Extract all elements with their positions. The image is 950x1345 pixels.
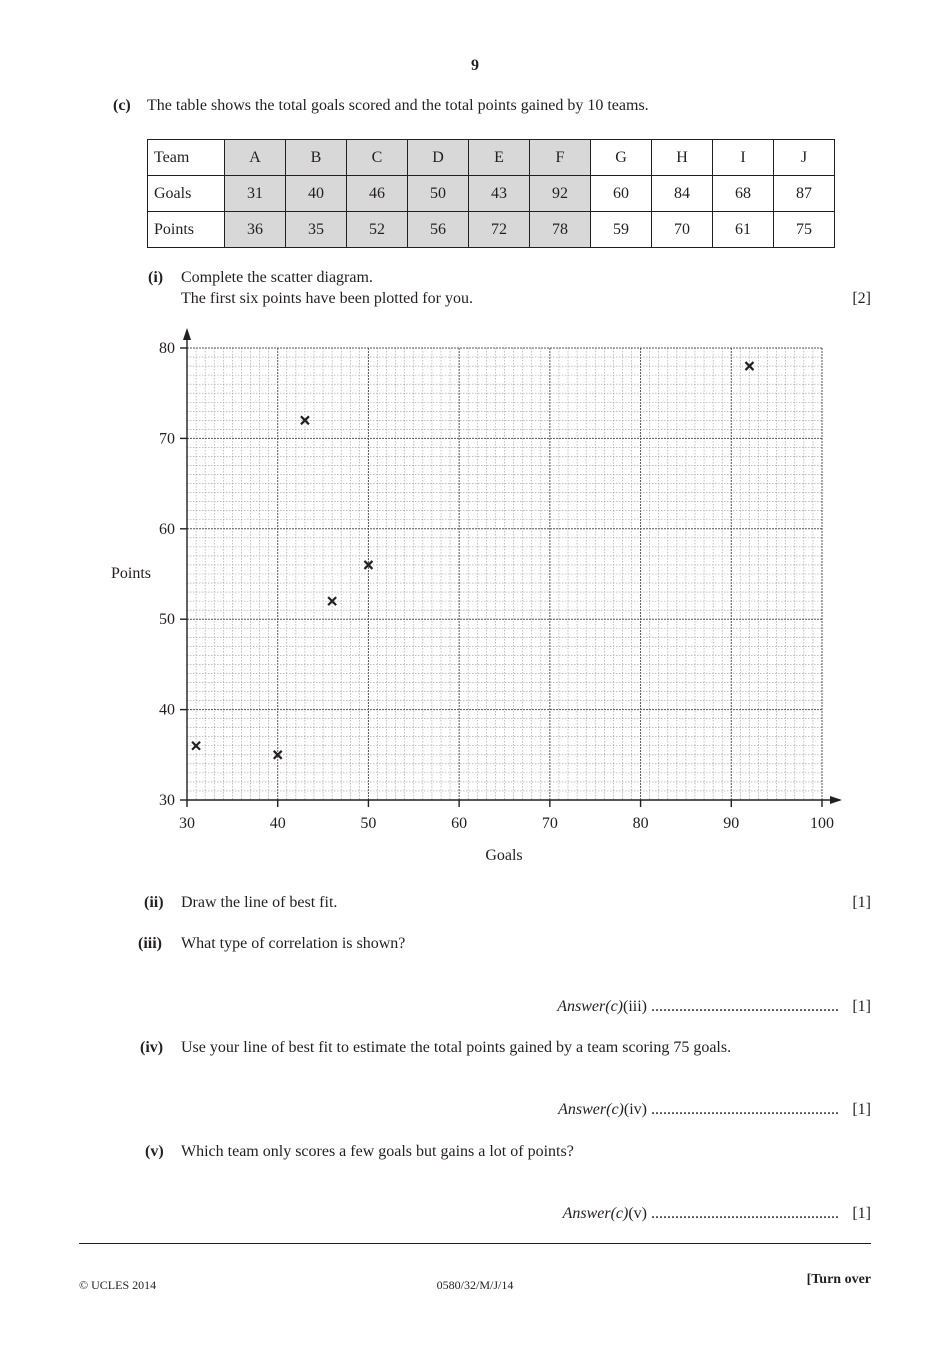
question-iv-text: Use your line of best fit to estimate the total points gained by a team scoring 75 goals. [181, 1039, 732, 1056]
team-cell: G [591, 140, 652, 176]
y-tick-label: 60 [159, 520, 175, 538]
points-cell: 72 [469, 212, 530, 248]
goals-cell: 46 [347, 176, 408, 212]
goals-cell: 31 [225, 176, 286, 212]
question-i-line2: The first six points have been plotted for you. [181, 290, 473, 307]
row-label-goals: Goals [148, 176, 225, 212]
question-i-marks: [2] [852, 290, 871, 307]
x-tick-label: 70 [541, 815, 558, 832]
answer-prefix: Answer(c) [558, 1101, 624, 1118]
team-cell: J [774, 140, 835, 176]
points-cell: 35 [286, 212, 347, 248]
answer-part: (iv) [623, 1101, 647, 1118]
footer-copyright: © UCLES 2014 [79, 1278, 157, 1292]
table-row-points [148, 212, 835, 248]
goals-cell: 50 [408, 176, 469, 212]
question-ii-text: Draw the line of best fit. [181, 894, 338, 911]
part-c-label: (c) [113, 97, 131, 114]
x-tick-label: 90 [723, 815, 740, 832]
points-cell: 70 [652, 212, 713, 248]
chart-ticks [159, 340, 834, 832]
answer-prefix: Answer(c) [562, 1205, 629, 1222]
team-cell: F [530, 140, 591, 176]
goals-cell: 68 [713, 176, 774, 212]
team-cell: B [286, 140, 347, 176]
answer-part: (iii) [623, 998, 647, 1015]
team-cell: D [408, 140, 469, 176]
chart-points [192, 362, 753, 759]
goals-cell: 84 [652, 176, 713, 212]
y-axis-arrow [183, 328, 191, 340]
question-iii-marks: [1] [852, 998, 871, 1015]
goals-cell: 87 [774, 176, 835, 212]
goals-cell: 60 [591, 176, 652, 212]
question-v-label: (v) [145, 1143, 164, 1160]
y-tick-label: 50 [159, 611, 175, 629]
points-cell: 36 [225, 212, 286, 248]
row-label-points: Points [148, 212, 225, 248]
table-row-goals [148, 176, 835, 212]
answer-prefix: Answer(c) [557, 998, 623, 1015]
answer-dots: ............................................... [651, 1101, 839, 1118]
question-iv-label: (iv) [140, 1039, 164, 1056]
goals-cell: 43 [469, 176, 530, 212]
page-number: 9 [471, 57, 479, 74]
answer-iii-line[interactable] [557, 998, 839, 1016]
points-cell: 52 [347, 212, 408, 248]
chart-axes [183, 328, 842, 804]
points-cell: 78 [530, 212, 591, 248]
team-cell: A [225, 140, 286, 176]
x-axis-arrow [830, 796, 842, 804]
x-tick-label: 60 [451, 815, 468, 832]
points-cell: 59 [591, 212, 652, 248]
answer-dots: ............................................... [651, 998, 839, 1015]
y-tick-label: 70 [159, 430, 175, 448]
team-cell: C [347, 140, 408, 176]
question-i-line1: Complete the scatter diagram. [181, 269, 373, 286]
y-tick-label: 30 [159, 792, 175, 809]
question-v-text: Which team only scores a few goals but gains a lot of points? [181, 1143, 574, 1160]
question-v-marks: [1] [852, 1205, 871, 1222]
y-tick-label: 40 [159, 701, 175, 719]
question-ii-marks: [1] [852, 894, 871, 911]
team-cell: H [652, 140, 713, 176]
x-tick-label: 50 [360, 815, 377, 832]
y-tick-label: 80 [159, 340, 175, 357]
table-row-team [148, 140, 835, 176]
footer-turn-over: [Turn over [806, 1272, 871, 1287]
goals-cell: 92 [530, 176, 591, 212]
question-iii-label: (iii) [138, 935, 162, 952]
x-tick-label: 100 [810, 815, 834, 832]
points-cell: 61 [713, 212, 774, 248]
chart-grid [187, 348, 822, 800]
team-cell: I [713, 140, 774, 176]
goals-points-table [147, 139, 835, 248]
answer-iv-line[interactable] [558, 1101, 839, 1119]
points-cell: 56 [408, 212, 469, 248]
answer-part: (v) [628, 1205, 647, 1222]
question-iv-marks: [1] [852, 1101, 871, 1118]
points-cell: 75 [774, 212, 835, 248]
y-axis-label: Points [110, 565, 152, 582]
question-i-label: (i) [148, 269, 164, 286]
x-tick-label: 80 [632, 815, 649, 832]
question-ii-label: (ii) [144, 894, 164, 911]
footer-divider [79, 1243, 871, 1244]
footer-code: 0580/32/M/J/14 [436, 1278, 514, 1292]
answer-v-line[interactable] [563, 1205, 839, 1223]
x-axis-label: Goals [485, 847, 523, 864]
part-c-intro: The table shows the total goals scored and the total points gained by 10 teams. [147, 97, 649, 114]
row-label-team: Team [148, 140, 225, 176]
scatter-diagram[interactable] [0, 320, 950, 880]
goals-cell: 40 [286, 176, 347, 212]
x-tick-label: 30 [179, 815, 195, 832]
team-cell: E [469, 140, 530, 176]
answer-dots: ............................................... [651, 1205, 839, 1222]
x-tick-label: 40 [269, 815, 286, 832]
question-iii-text: What type of correlation is shown? [181, 935, 406, 952]
